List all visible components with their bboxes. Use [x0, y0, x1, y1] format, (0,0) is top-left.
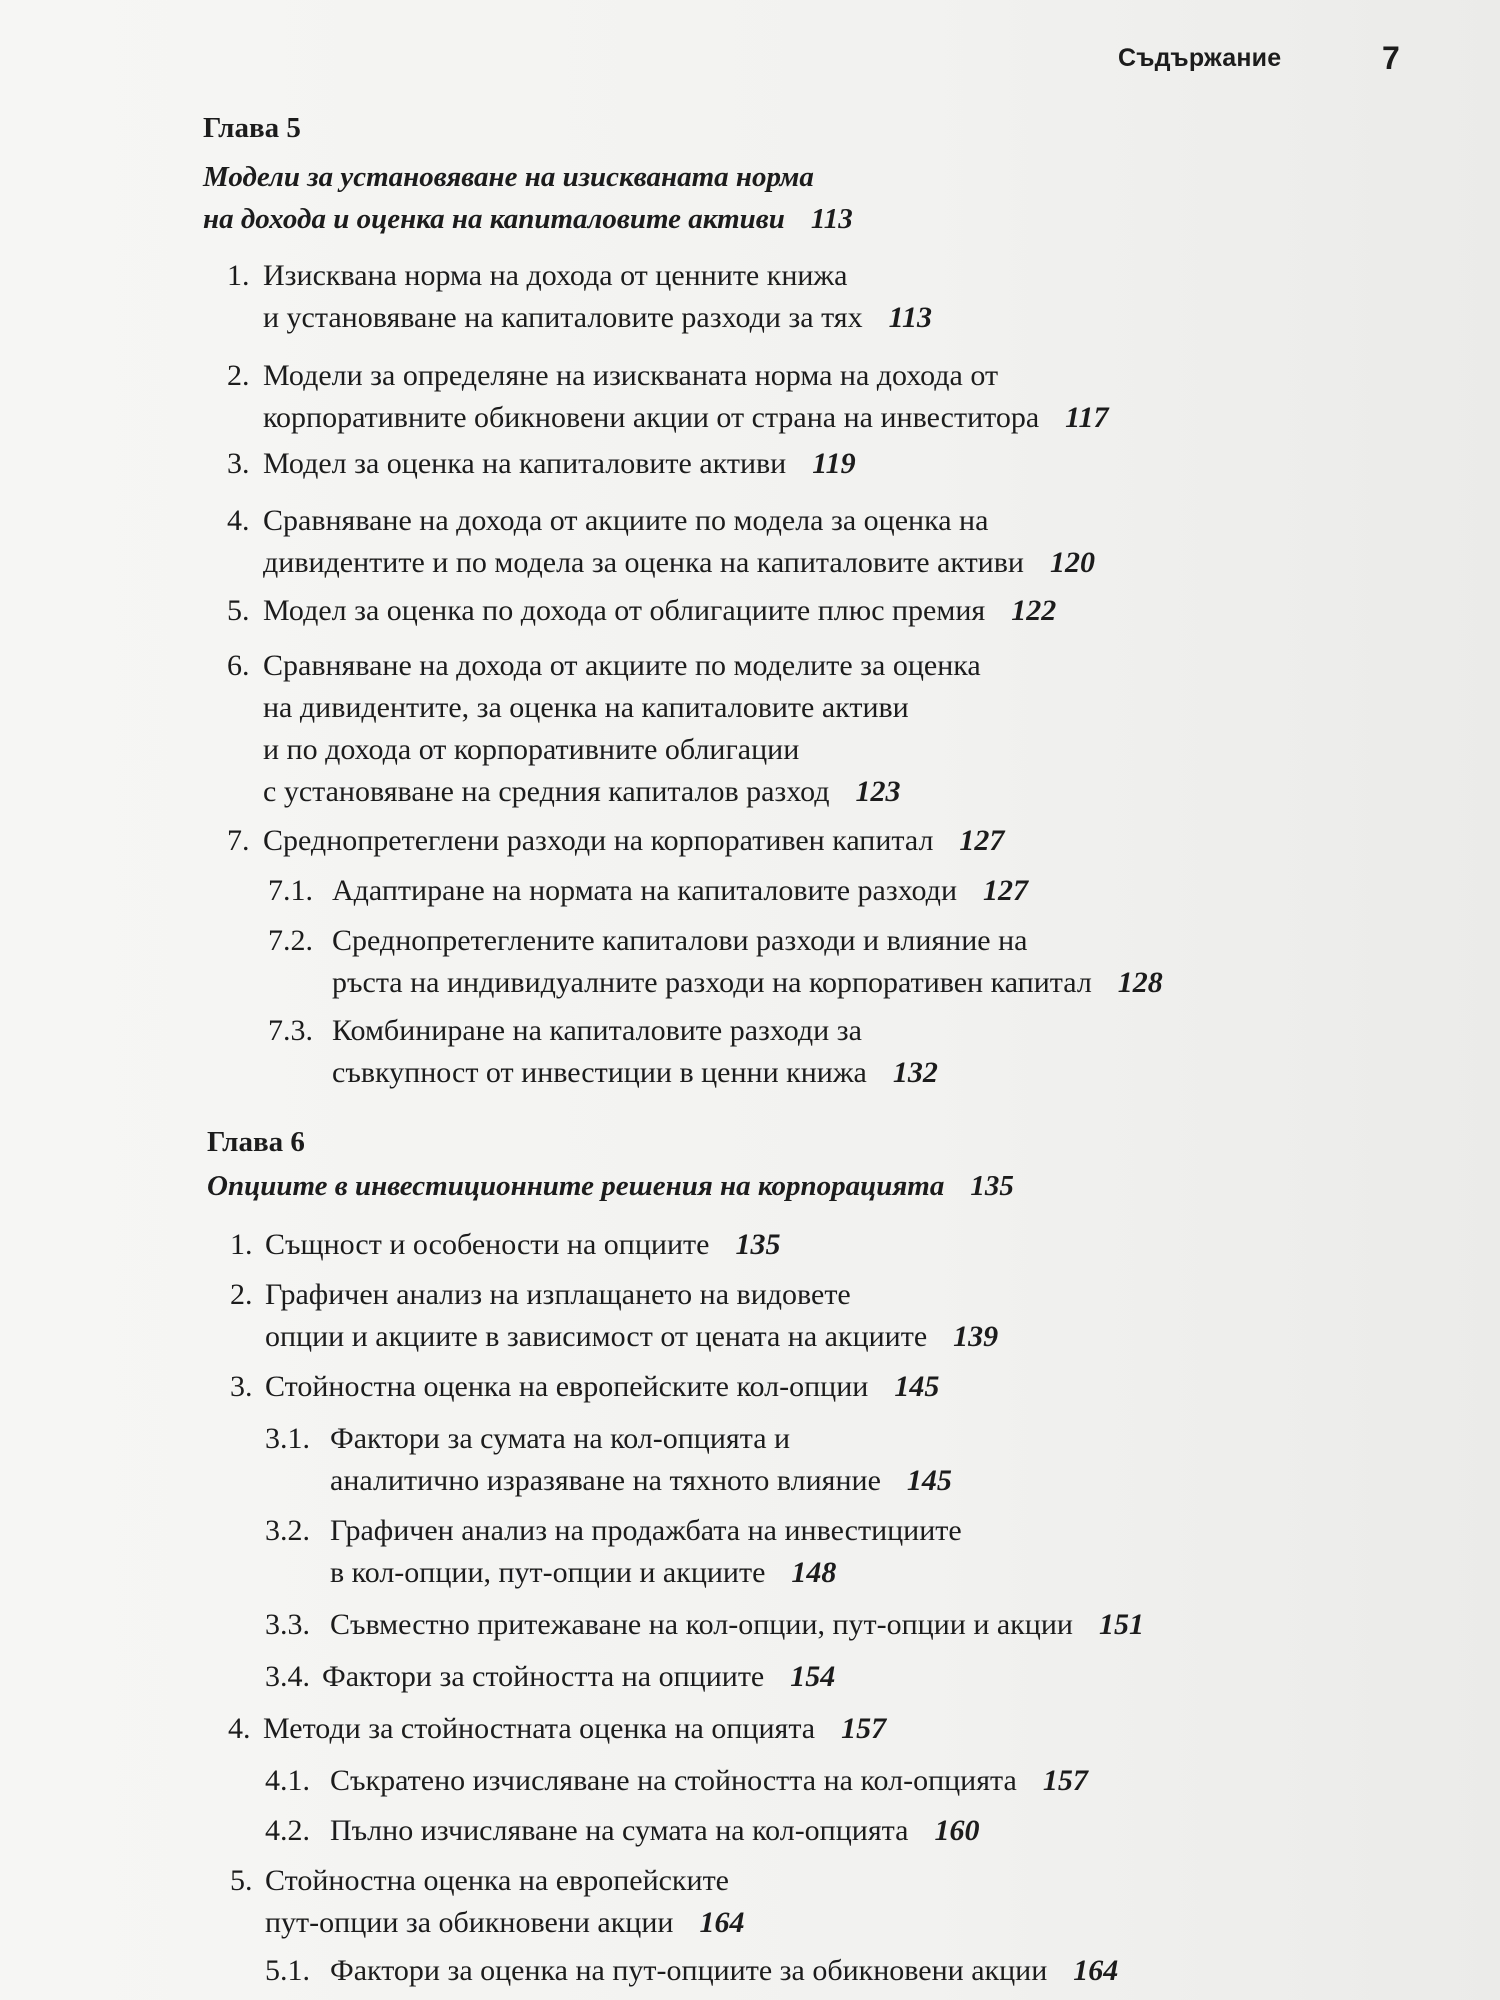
toc-entry-page: 132	[892, 1056, 938, 1089]
toc-entry-line: и установяване на капиталовите разходи за тях	[263, 301, 863, 334]
toc-entry-page: 164	[1073, 1954, 1119, 1987]
toc-entry-page: 160	[934, 1814, 980, 1847]
toc-entry-number: 4.2.	[265, 1814, 310, 1847]
toc-entry-line: Адаптиране на нормата на капиталовите разходи	[332, 874, 958, 907]
toc-entry-page: 113	[888, 301, 932, 334]
toc-entry-line: на дивидентите, за оценка на капиталовите активи	[263, 691, 909, 724]
toc-entry-text	[263, 500, 1095, 584]
toc-entry-number: 1.	[227, 259, 250, 292]
toc-entry-number: 7.	[227, 824, 250, 857]
toc-entry-number: 4.	[228, 1712, 251, 1745]
toc-entry-line: Комбиниране на капиталовите разходи за	[332, 1014, 862, 1047]
toc-entry-page: 135	[735, 1228, 781, 1261]
toc-entry-line: Фактори за стойността на опциите	[322, 1660, 765, 1693]
toc-entry-line: дивидентите и по модела за оценка на капиталовите активи	[263, 546, 1024, 579]
header-title: Съдържание	[1118, 44, 1282, 72]
toc-entry-text	[263, 443, 856, 485]
chapter-6-page: 135	[970, 1170, 1014, 1202]
page-number: 7	[1382, 40, 1400, 76]
toc-entry-number: 3.1.	[265, 1422, 310, 1455]
toc-entry-line: Модел за оценка по дохода от облигациите плюс премия	[263, 594, 986, 627]
toc-entry-page: 117	[1065, 401, 1109, 434]
toc-entry-text	[330, 1950, 1118, 1992]
toc-entry-line: корпоративните обикновени акции от страна на инвеститора	[263, 401, 1040, 434]
toc-entry-line: опции и акциите в зависимост от цената на акциите	[265, 1320, 928, 1353]
toc-entry-page: 119	[812, 447, 856, 480]
toc-entry-line: Изисквана норма на дохода от ценните книжа	[263, 259, 848, 292]
toc-entry-page: 148	[791, 1556, 837, 1589]
chapter-5-title-line-1: Модели за установяване на изискваната норма	[203, 161, 814, 193]
toc-entry-line: Методи за стойностната оценка на опцията	[263, 1712, 816, 1745]
toc-entry-text	[332, 920, 1163, 1004]
toc-entry-line: Графичен анализ на изплащането на видовете	[265, 1278, 851, 1311]
toc-entry-text	[332, 870, 1028, 912]
toc-entry-page: 127	[959, 824, 1005, 857]
toc-entry-page: 157	[841, 1712, 887, 1745]
toc-entry-number: 3.4.	[265, 1660, 310, 1693]
toc-entry-line: Съкратено изчисляване на стойността на кол-опцията	[330, 1764, 1017, 1797]
chapter-5-label: Глава 5	[203, 112, 301, 144]
chapter-5-title-line-2: на дохода и оценка на капиталовите активи	[203, 203, 785, 235]
chapter-6-title-line-1: Опциите в инвестиционните решения на корпорацията	[207, 1170, 945, 1202]
toc-entry-line: Стойностна оценка на европейските	[265, 1864, 729, 1897]
toc-entry-line: в кол-опции, пут-опции и акциите	[330, 1556, 766, 1589]
toc-entry-page: 157	[1042, 1764, 1088, 1797]
toc-entry-text	[330, 1810, 979, 1852]
toc-entry-number: 3.3.	[265, 1608, 310, 1641]
toc-entry-line: Стойностна оценка на европейските кол-опции	[265, 1370, 869, 1403]
toc-entry-line: Фактори за оценка на пут-опциите за обикновени акции	[330, 1954, 1048, 1987]
toc-entry-line: съвкупност от инвестиции в ценни книжа	[332, 1056, 867, 1089]
toc-entry-line: Пълно изчисляване на сумата на кол-опцията	[330, 1814, 909, 1847]
toc-entry-text	[330, 1418, 952, 1502]
toc-entry-text	[330, 1604, 1144, 1646]
chapter-5-title	[203, 156, 853, 240]
toc-entry-number: 3.	[230, 1370, 253, 1403]
chapter-6-label: Глава 6	[207, 1126, 305, 1158]
toc-entry-text	[330, 1760, 1088, 1802]
toc-entry-text	[265, 1860, 744, 1944]
toc-entry-text	[265, 1224, 780, 1266]
toc-entry-line: с установяване на средния капиталов разход	[263, 775, 830, 808]
toc-entry-line: Среднопретеглени разходи на корпоративен капитал	[263, 824, 934, 857]
toc-entry-text	[265, 1274, 998, 1358]
toc-entry-line: Съвместно притежаване на кол-опции, пут-опции и акции	[330, 1608, 1073, 1641]
toc-entry-page: 127	[983, 874, 1029, 907]
toc-entry-line: и по дохода от корпоративните облигации	[263, 733, 800, 766]
toc-entry-number: 5.1.	[265, 1954, 310, 1987]
toc-entry-number: 3.2.	[265, 1514, 310, 1547]
toc-entry-number: 2.	[227, 359, 250, 392]
toc-entry-number: 5.	[227, 594, 250, 627]
toc-entry-text	[263, 1708, 886, 1750]
toc-entry-text	[332, 1010, 938, 1094]
toc-entry-line: Сравняване на дохода от акциите по модела за оценка на	[263, 504, 989, 537]
toc-entry-number: 7.3.	[268, 1014, 313, 1047]
toc-entry-text	[263, 645, 981, 813]
toc-entry-line: Среднопретеглените капиталови разходи и влияние на	[332, 924, 1028, 957]
toc-entry-line: пут-опции за обикновени акции	[265, 1906, 674, 1939]
toc-entry-number: 1.	[230, 1228, 253, 1261]
toc-entry-number: 3.	[227, 447, 250, 480]
toc-entry-text	[263, 355, 1109, 439]
toc-entry-line: аналитично изразяване на тяхното влияние	[330, 1464, 881, 1497]
toc-entry-line: ръста на индивидуалните разходи на корпоративен капитал	[332, 966, 1092, 999]
chapter-6-title	[207, 1165, 1014, 1207]
toc-entry-text	[330, 1510, 962, 1594]
toc-entry-page: 122	[1011, 594, 1057, 627]
toc-entry-text	[265, 1366, 939, 1408]
running-header	[0, 42, 1500, 82]
chapter-5-page: 113	[810, 203, 853, 235]
toc-entry-page: 145	[906, 1464, 952, 1497]
toc-entry-number: 2.	[230, 1278, 253, 1311]
toc-entry-page: 123	[855, 775, 901, 808]
toc-entry-page: 145	[894, 1370, 940, 1403]
toc-entry-line: Графичен анализ на продажбата на инвестициите	[330, 1514, 962, 1547]
toc-entry-text	[263, 590, 1056, 632]
toc-entry-number: 7.1.	[268, 874, 313, 907]
toc-entry-text	[322, 1656, 835, 1698]
toc-entry-number: 6.	[227, 649, 250, 682]
toc-entry-page: 154	[790, 1660, 836, 1693]
toc-entry-line: Същност и особености на опциите	[265, 1228, 710, 1261]
toc-entry-number: 4.	[227, 504, 250, 537]
toc-entry-line: Фактори за сумата на кол-опцията и	[330, 1422, 791, 1455]
toc-entry-line: Модели за определяне на изискваната норма на дохода от	[263, 359, 999, 392]
toc-entry-line: Сравняване на дохода от акциите по моделите за оценка	[263, 649, 981, 682]
toc-entry-page: 151	[1098, 1608, 1144, 1641]
toc-entry-number: 7.2.	[268, 924, 313, 957]
toc-entry-page: 164	[699, 1906, 745, 1939]
toc-entry-text	[263, 820, 1004, 862]
toc-entry-page: 120	[1049, 546, 1095, 579]
toc-entry-page: 128	[1117, 966, 1163, 999]
toc-entry-text	[263, 255, 932, 339]
toc-entry-number: 4.1.	[265, 1764, 310, 1797]
toc-entry-line: Модел за оценка на капиталовите активи	[263, 447, 787, 480]
toc-entry-page: 139	[953, 1320, 999, 1353]
toc-entry-number: 5.	[230, 1864, 253, 1897]
